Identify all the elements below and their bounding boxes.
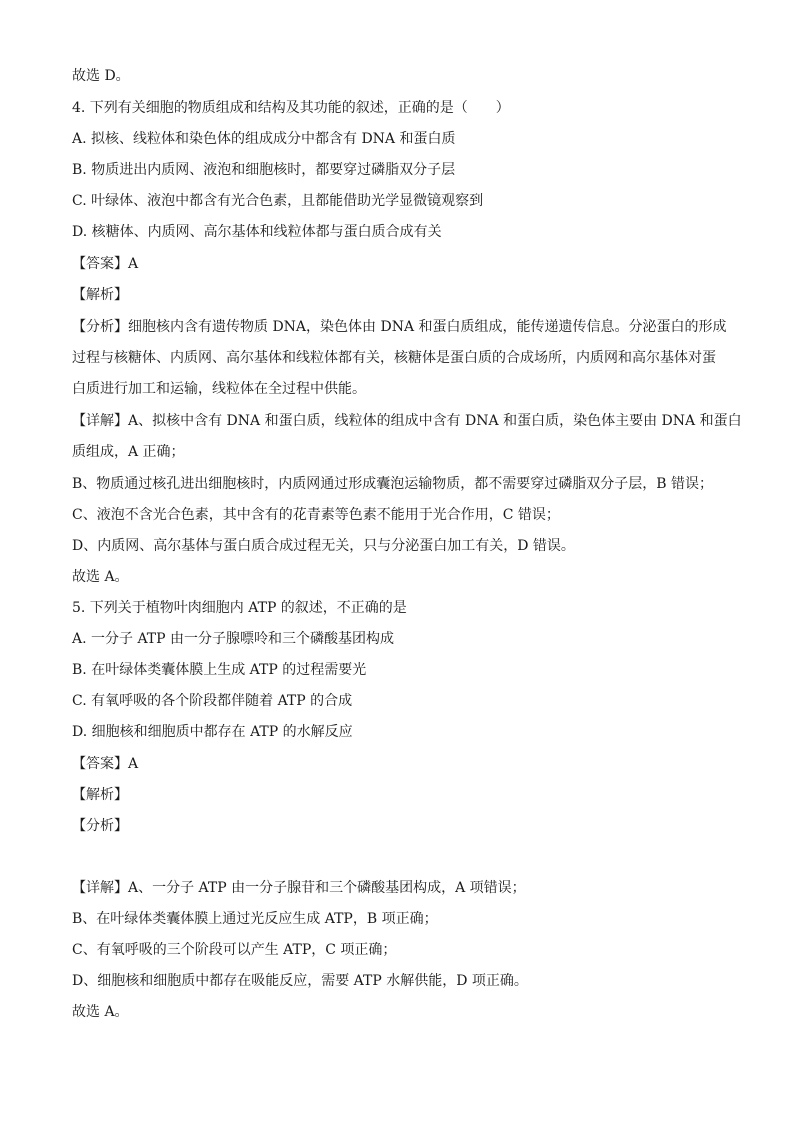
- q4-fenxi-line-1: 【分析】细胞核内含有遗传物质 DNA，染色体由 DNA 和蛋白质组成，能传递遗传信息。分泌蛋白的形成: [72, 319, 727, 335]
- q4-xiangjie-line-3: B、物质通过核孔进出细胞核时，内质网通过形成囊泡运输物质，都不需要穿过磷脂双分子层，B 错误；: [72, 476, 714, 492]
- q5-answer: [72, 754, 138, 774]
- q5-option-b: B. 在叶绿体类囊体膜上生成 ATP 的过程需要光: [72, 662, 367, 678]
- q5-xiangjie-line-3: C、有氧呼吸的三个阶段可以产生 ATP，C 项正确；: [72, 942, 397, 958]
- q5-xiangjie-label: 【详解】: [72, 880, 128, 896]
- q5-option-c: C. 有氧呼吸的各个阶段都伴随着 ATP 的合成: [72, 693, 353, 709]
- q4-answer-value: A: [128, 256, 139, 272]
- q4-fenxi-line-2: 过程与核糖体、内质网、高尔基体和线粒体都有关，核糖体是蛋白质的合成场所，内质网和高尔基体对蛋: [72, 350, 716, 366]
- q4-option-d: D. 核糖体、内质网、高尔基体和线粒体都与蛋白质合成有关: [72, 224, 442, 240]
- q5-jiexi-label: 【解析】: [72, 787, 128, 803]
- q4-option-c: C. 叶绿体、液泡中都含有光合色素，且都能借助光学显微镜观察到: [72, 193, 484, 209]
- q5-xiangjie-line-4: D、细胞核和细胞质中都存在吸能反应，需要 ATP 水解供能，D 项正确。: [72, 973, 528, 989]
- q5-conclusion: 故选 A。: [72, 1004, 129, 1020]
- q4-option-b: B. 物质进出内质网、液泡和细胞核时，都要穿过磷脂双分子层: [72, 162, 456, 178]
- q5-answer-label: 【答案】: [72, 756, 128, 772]
- q4-fenxi-line-3: 白质进行加工和运输，线粒体在全过程中供能。: [72, 381, 366, 397]
- q5-answer-value: A: [128, 756, 139, 772]
- q5-option-a: A. 一分子 ATP 由一分子腺嘌呤和三个磷酸基团构成: [72, 631, 395, 647]
- q4-jiexi-label: 【解析】: [72, 287, 128, 303]
- q4-xiangjie-line-5: D、内质网、高尔基体与蛋白质合成过程无关，只与分泌蛋白加工有关，D 错误。: [72, 538, 575, 554]
- q4-xiangjie-line-1: 【详解】A、拟核中含有 DNA 和蛋白质，线粒体的组成中含有 DNA 和蛋白质，染色体主要由 DNA 和蛋白: [72, 413, 742, 429]
- q4-conclusion: 故选 A。: [72, 569, 129, 585]
- q5-fenxi-label: 【分析】: [72, 818, 128, 834]
- q4-answer-label: 【答案】: [72, 256, 128, 272]
- q5-xiangjie-line-1: 【详解】A、一分子 ATP 由一分子腺苷和三个磷酸基团构成，A 项错误；: [72, 880, 526, 896]
- q4-stem: 4. 下列有关细胞的物质组成和结构及其功能的叙述，正确的是（ ）: [72, 100, 510, 116]
- prev-conclusion: 故选 D。: [72, 68, 130, 84]
- q4-xiangjie-line-4: C、液泡不含光合色素，其中含有的花青素等色素不能用于光合作用，C 错误；: [72, 507, 560, 523]
- q5-stem: 5. 下列关于植物叶肉细胞内 ATP 的叙述，不正确的是: [72, 600, 407, 616]
- q5-option-d: D. 细胞核和细胞质中都存在 ATP 的水解反应: [72, 724, 353, 740]
- q4-fenxi-label: 【分析】: [72, 319, 128, 335]
- q4-xiangjie-label: 【详解】: [72, 413, 128, 429]
- q4-xiangjie-line-2: 质组成，A 正确；: [72, 444, 185, 460]
- q5-xiangjie-line-2: B、在叶绿体类囊体膜上通过光反应生成 ATP，B 项正确；: [72, 911, 438, 927]
- q4-option-a: A. 拟核、线粒体和染色体的组成成分中都含有 DNA 和蛋白质: [72, 131, 456, 147]
- q4-answer: [72, 254, 138, 274]
